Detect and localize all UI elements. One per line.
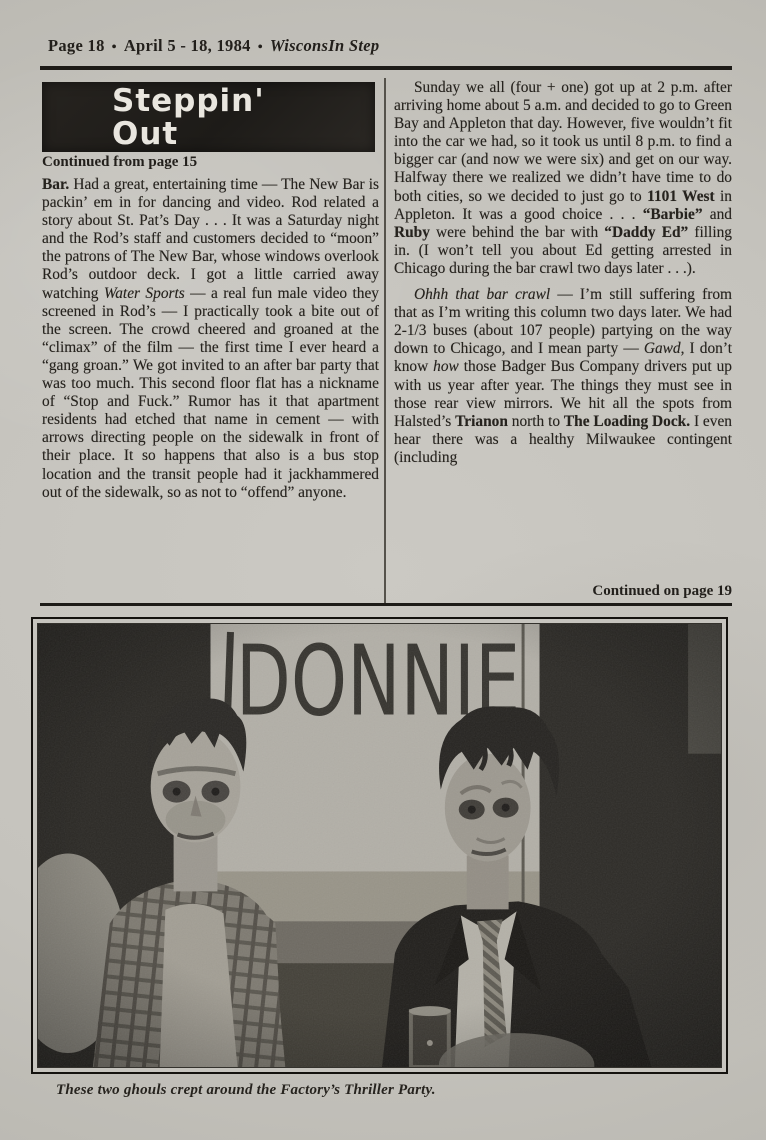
page-number: Page 18 [48,36,105,55]
issue-date: April 5 - 18, 1984 [123,36,251,55]
masthead [48,36,379,56]
column-title-line2: Out [112,116,179,152]
article-paragraph: Sunday we all (four + one) got up at 2 p.m. after arriving home about 5 a.m. and decided to go to Green Bay and Appleton that day. However, five wouldn’t fit into the car we had, so it took us until 8 p.m. to find a bigger car (and now we were six) and get on our way. Halfway there we realized we didn’t have time to do both cities, so we decided to just go to 1101 West in Appleton. It was a good choice . . . “Barbie” and Ruby were behind the bar with “Daddy Ed” filling in. (I won’t tell you about Ed getting arrested in Chicago during the bar crawl two days later . . .). [394,79,732,277]
photo-frame [31,617,728,1074]
column-divider-rule [384,78,386,606]
right-column [394,79,732,467]
column-title-line1: Steppin' [112,83,265,119]
party-photo [37,623,722,1068]
party-photo-image [38,624,721,1067]
section-divider-rule [40,603,732,606]
article-paragraph: Bar. Had a great, entertaining time — The New Bar is packin’ em in for dancing and video. Rod related a story about St. Pat’s Day . . . It was a Saturday night and the Rod’s staff and customers decided to “moon” the patrons of The New Bar, whose windows overlook Rod’s outdoor deck. I got a little carried away watching Water Sports — a real fun male video they screened in Rod’s — I practically took a bite out of the screen. The crowd cheered and groaned at the “climax” of the film — the first time I ever heard a “gang groan.” We got invited to an after bar party that was too much. This second floor flat has a nickname of “Stop and Fuck.” Rumor has it that apartment residents had etched that name in cement — with arrows directing people on the sidewalk in front of their place. It so happens that also is a bus stop location and the transit people had it jackhammered out of the sidewalk, so as not to “offend” anyone. [42,176,380,501]
steppin-out-headline-box [42,82,375,152]
bullet-separator: • [111,40,117,55]
left-column [42,176,379,502]
continued-from-note: Continued from page 15 [42,154,198,170]
photo-caption: These two ghouls crept around the Factory’s Thriller Party. [56,1082,436,1098]
article-paragraph: Ohhh that bar crawl — I’m still suffering from that as I’m writing this column two days later. We had 2-1/3 buses (about 107 people) partying on the way down to Chicago, and I mean party — Gawd, I don’t know how those Badger Bus Company drivers put up with us year after year. The things they must see in those rear view mirrors. We hit all the spots from Halsted’s Trianon north to The Loading Dock. I even hear there was a healthy Milwaukee contingent (including [394,286,732,466]
masthead-rule [40,66,732,70]
continued-on-note: Continued on page 19 [592,583,732,599]
publication-title: WisconsIn Step [269,36,380,55]
bullet-separator: • [257,40,263,55]
